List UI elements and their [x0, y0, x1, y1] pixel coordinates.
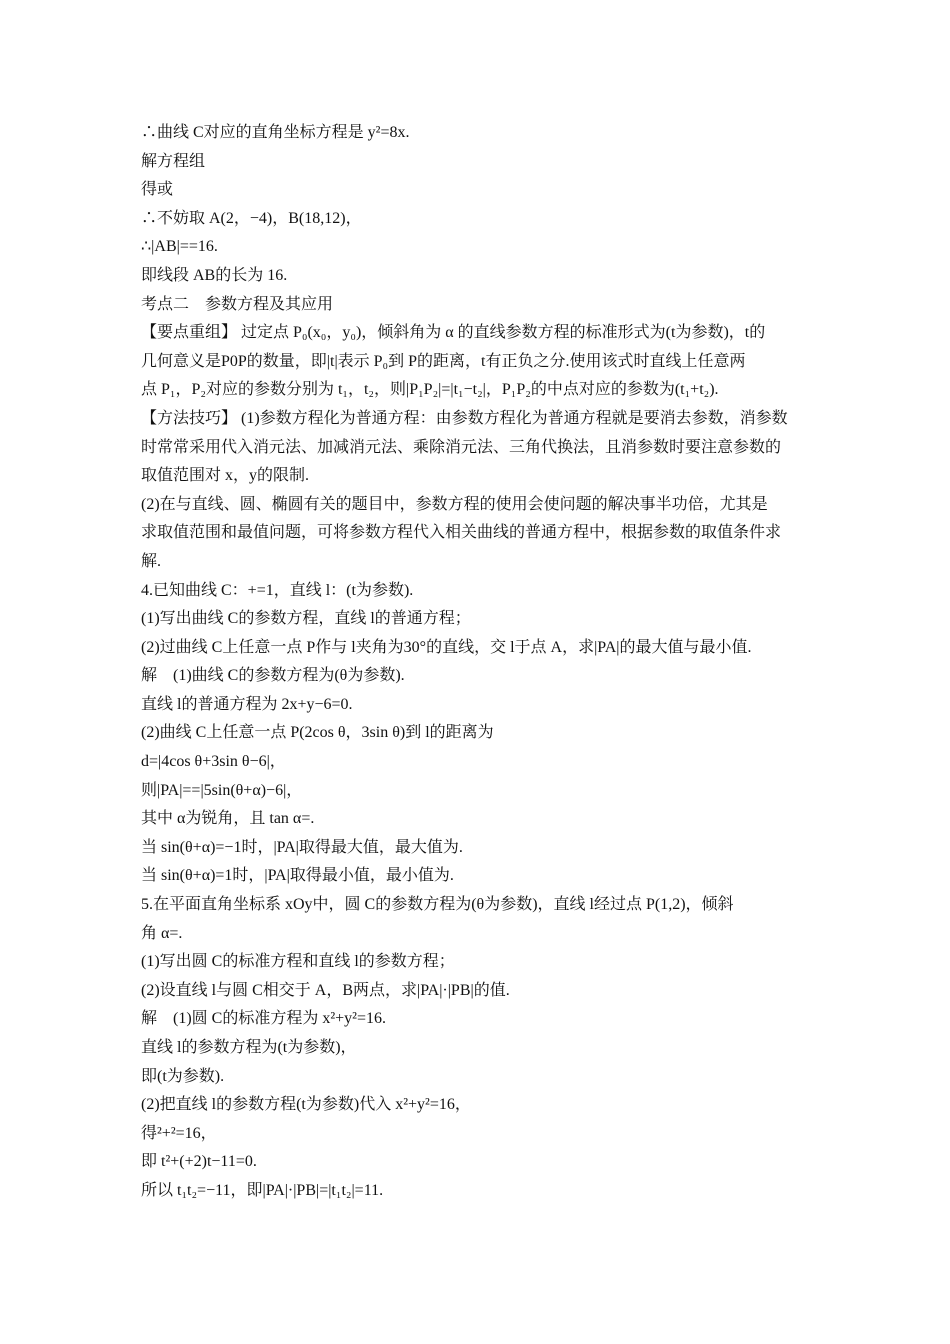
solution-line: 解 (1)圆 C的标准方程为 x²+y²=16. [141, 1010, 386, 1028]
text-line: (2)设直线 l与圆 C相交于 A，B两点，求|PA|·|PB|的值. [141, 981, 510, 999]
problem-statement: 5.在平面直角坐标系 xOy中，圆 C的参数方程为(θ为参数)，直线 l经过点 P(1,2)，倾斜 [141, 896, 734, 914]
text-line: 所以 t₁t₂=−11，即|PA|·|PB|=|t₁t₂|=11. [141, 1181, 384, 1199]
solution-line: 解 (1)曲线 C的参数方程为(θ为参数). [141, 667, 405, 685]
text-line: 当 sin(θ+α)=1时，|PA|取得最小值，最小值为. [141, 867, 454, 885]
text-line: ∴|AB|==16. [141, 238, 218, 256]
text-line: 得或 [141, 181, 174, 199]
text-line: (2)曲线 C上任意一点 P(2cos θ，3sin θ)到 l的距离为 [141, 724, 494, 742]
text-line: ∴曲线 C对应的直角坐标方程是 y²=8x. [141, 124, 410, 141]
text-line: 点 P₁，P₂对应的参数分别为 t₁，t₂，则|P₁P₂|=|t₁−t₂|，P₁P₂的中点对应的参数为(t₁+t₂). [141, 381, 719, 399]
text-line: (2)在与直线、圆、椭圆有关的题目中，参数方程的使用会使问题的解决事半功倍，尤其是 [141, 495, 768, 513]
section-heading: 考点二 参数方程及其应用 [141, 295, 334, 313]
document-body [141, 119, 821, 1206]
problem-statement: 4.已知曲线 C：+=1，直线 l：(t为参数). [141, 581, 414, 599]
text-line: d=|4cos θ+3sin θ−6|， [141, 753, 286, 771]
text-line: 取值范围对 x，y的限制. [141, 467, 310, 485]
text-line: 当 sin(θ+α)=−1时，|PA|取得最大值，最大值为. [141, 838, 463, 856]
text-line: 直线 l的普通方程为 2x+y−6=0. [141, 695, 353, 713]
text-line: ∴不妨取 A(2，−4)，B(18,12)， [141, 209, 362, 227]
text-line: 即(t为参数). [141, 1067, 225, 1085]
text-line: 角 α=. [141, 924, 183, 942]
text-line: 得²+²=16， [141, 1124, 217, 1142]
text-line: (1)写出圆 C的标准方程和直线 l的参数方程； [141, 953, 455, 971]
text-line: (2)过曲线 C上任意一点 P作与 l夹角为30°的直线，交 l于点 A，求|PA|的最大值与最小值. [141, 638, 752, 656]
text-line: (1)写出曲线 C的参数方程，直线 l的普通方程； [141, 610, 471, 628]
text-line: 即线段 AB的长为 16. [141, 266, 288, 284]
text-line: 直线 l的参数方程为(t为参数)， [141, 1039, 357, 1056]
text-line: 解. [141, 552, 162, 570]
text-line: 解方程组 [141, 152, 206, 170]
text-line: 【要点重组】 过定点 P₀(x₀，y₀)，倾斜角为 α 的直线参数方程的标准形式为(t为参数)，t的 [141, 324, 766, 342]
text-line: 【方法技巧】 (1)参数方程化为普通方程：由参数方程化为普通方程就是要消去参数，消参数 [141, 409, 788, 427]
text-line: 几何意义是P0P的数量，即|t|表示 P₀到 P的距离，t有正负之分.使用该式时直线上任意两 [141, 352, 746, 370]
text-line: 则|PA|==|5sin(θ+α)−6|， [141, 781, 303, 799]
text-line: 求取值范围和最值问题，可将参数方程代入相关曲线的普通方程中，根据参数的取值条件求 [141, 524, 782, 542]
text-line: 其中 α为锐角，且 tan α=. [141, 810, 315, 828]
text-line: (2)把直线 l的参数方程(t为参数)代入 x²+y²=16， [141, 1096, 471, 1114]
text-line: 时常常采用代入消元法、加减消元法、乘除消元法、三角代换法，且消参数时要注意参数的 [141, 438, 782, 456]
text-line: 即 t²+(+2)t−11=0. [141, 1153, 257, 1171]
